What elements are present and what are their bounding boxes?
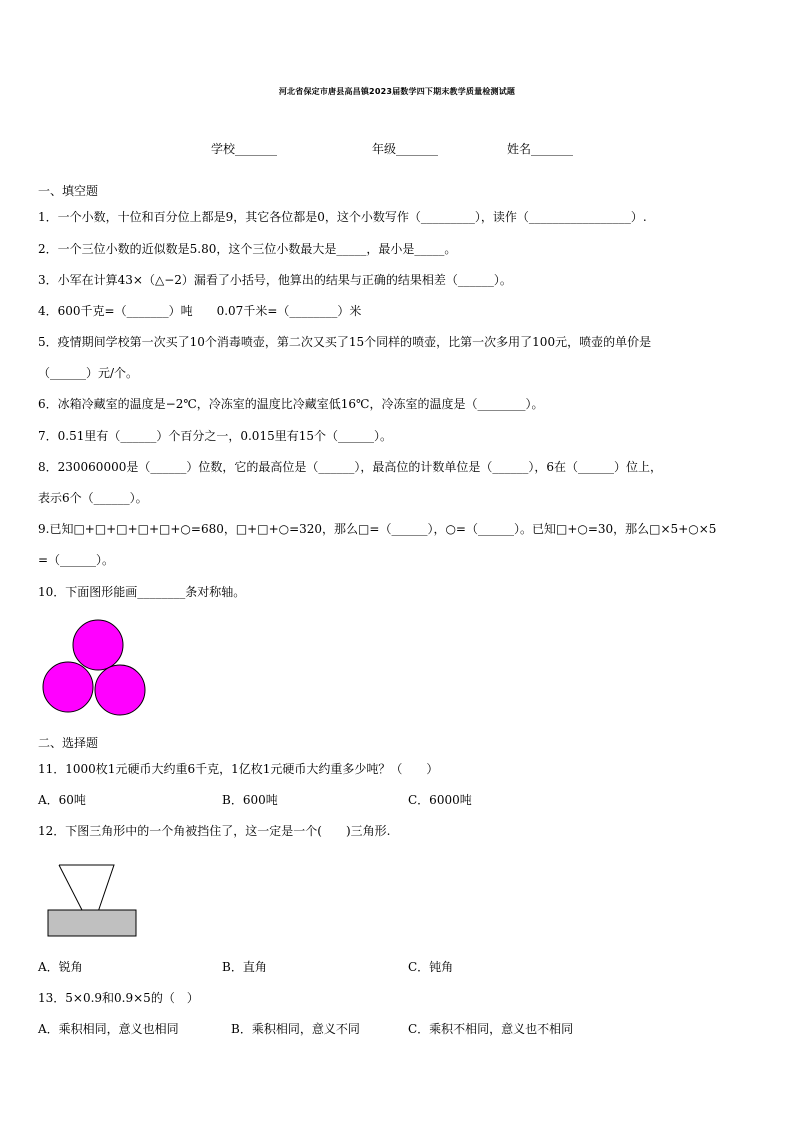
question-11: 11．1000枚1元硬币大约重6千克，1亿枚1元硬币大约重多少吨？（ ）: [38, 762, 439, 776]
q13-option-a: A．乘积相同，意义也相同: [38, 1022, 179, 1036]
question-12: 12．下图三角形中的一个角被挡住了，这一定是一个( )三角形.: [38, 824, 391, 838]
q12-option-c: C．钝角: [408, 960, 454, 974]
q12-option-a: A．锐角: [38, 960, 83, 974]
question-8-line-1: 8．230060000是（______）位数，它的最高位是（______），最高位的计数单位是（______），6在（______）位上，: [38, 460, 662, 474]
question-10: 10．下面图形能画________条对称轴。: [38, 585, 246, 599]
covering-rectangle: [48, 910, 136, 936]
triangle-edges: [59, 865, 114, 912]
q11-option-a: A．60吨: [38, 793, 86, 807]
question-8-line-2: 表示6个（______）。: [38, 491, 148, 505]
question-2: 2．一个三位小数的近似数是5.80，这个三位小数最大是_____，最小是_____。: [38, 242, 457, 256]
question-6: 6．冰箱冷藏室的温度是−2℃，冷冻室的温度比冷藏室低16℃，冷冻室的温度是（________）。: [38, 397, 544, 411]
bottom-right-circle: [95, 665, 145, 715]
page-title: 河北省保定市唐县高昌镇2023届数学四下期末教学质量检测试题: [278, 87, 516, 96]
q11-option-c: C．6000吨: [408, 793, 472, 807]
question-4: 4．600千克=（_______）吨 0.07千米=（________）米: [38, 304, 362, 318]
name-field: 姓名_______: [507, 142, 574, 156]
bottom-left-circle: [43, 662, 93, 712]
q13-option-c: C．乘积不相同，意义也不相同: [408, 1022, 574, 1036]
question-5-line-1: 5．疫情期间学校第一次买了10个消毒喷壶，第二次又买了15个同样的喷壶，比第一次多用了100元，喷壶的单价是: [38, 335, 652, 349]
question-9-line-2: =（______）。: [38, 553, 115, 567]
triangle-left-edge: [59, 865, 82, 910]
three-circles-figure: [38, 615, 150, 720]
question-1: 1．一个小数，十位和百分位上都是9，其它各位都是0，这个小数写作（_________），读作（_________________）.: [38, 210, 647, 224]
q13-option-b: B．乘积相同，意义不同: [231, 1022, 360, 1036]
question-13: 13．5×0.9和0.9×5的（ ）: [38, 991, 199, 1005]
q11-option-b: B．600吨: [222, 793, 278, 807]
section-fill-in: 一、填空题: [38, 184, 99, 198]
section-multiple-choice: 二、选择题: [38, 736, 99, 750]
question-5-line-2: （______）元/个。: [38, 366, 139, 380]
hidden-angle-triangle-figure: [44, 860, 140, 940]
question-3: 3．小军在计算43×（△−2）漏看了小括号，他算出的结果与正确的结果相差（______）。: [38, 273, 512, 287]
question-7: 7．0.51里有（______）个百分之一，0.015里有15个（______）。: [38, 429, 392, 443]
school-field: 学校_______: [211, 142, 278, 156]
top-circle: [73, 620, 123, 670]
question-9-line-1: 9.已知□+□+□+□+□+○=680，□+□+○=320，那么□=（______），○=（______）。已知□+○=30，那么□×5+○×5: [38, 522, 717, 536]
grade-field: 年级_______: [372, 142, 439, 156]
q12-option-b: B．直角: [222, 960, 267, 974]
